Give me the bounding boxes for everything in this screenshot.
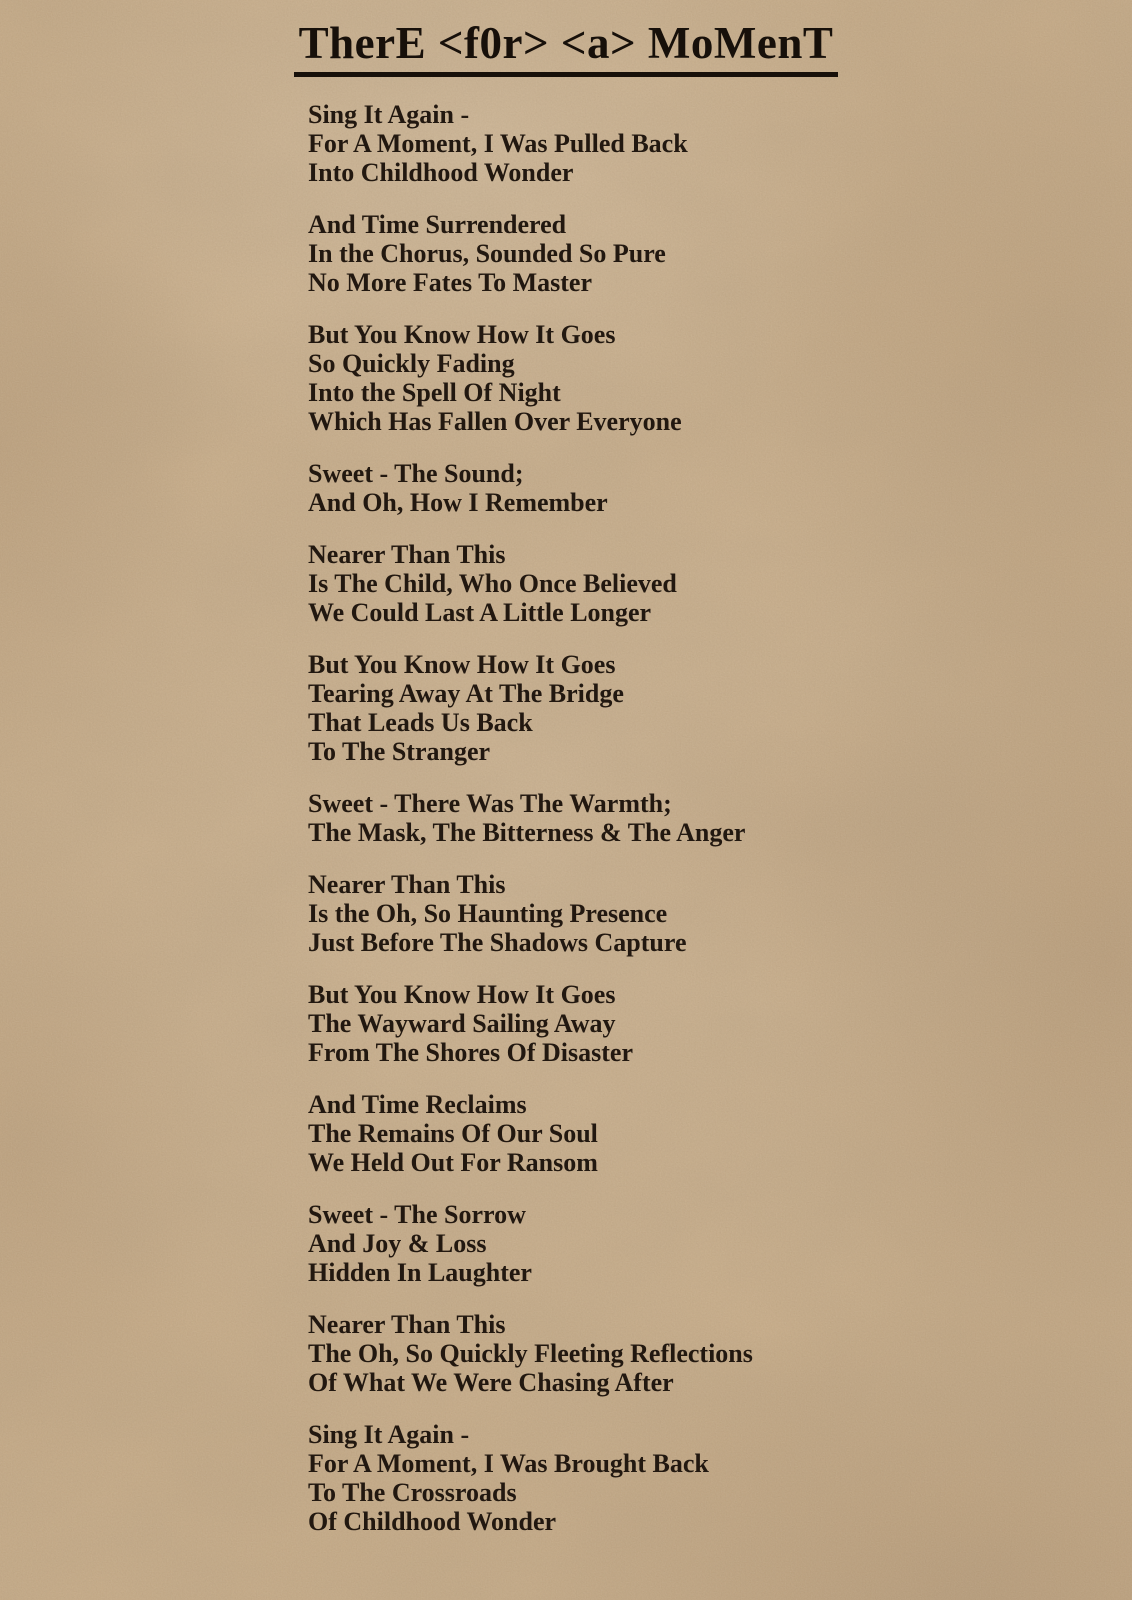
poem-line: And Time Surrendered [308,210,567,239]
stanza [308,1200,1068,1287]
poem-line: We Could Last A Little Longer [308,598,652,627]
poem [308,100,1068,1559]
poem-line: Is the Oh, So Haunting Presence [308,899,668,928]
stanza [308,210,1068,297]
poem-line: Into Childhood Wonder [308,158,574,187]
poem-line: Of Childhood Wonder [308,1507,557,1536]
poem-line: The Remains Of Our Soul [308,1119,598,1148]
poem-line: Sweet - There Was The Warmth; [308,789,672,818]
poem-line: To The Crossroads [308,1478,517,1507]
stanza [308,540,1068,627]
poem-line: The Mask, The Bitterness & The Anger [308,818,746,847]
poem-line: The Wayward Sailing Away [308,1009,616,1038]
poem-line: Hidden In Laughter [308,1258,532,1287]
poem-line: We Held Out For Ransom [308,1148,598,1177]
poem-line: Just Before The Shadows Capture [308,928,687,957]
stanza [308,459,1068,517]
poem-line: But You Know How It Goes [308,980,616,1009]
poem-line: Nearer Than This [308,870,506,899]
poem-line: Into the Spell Of Night [308,378,561,407]
poem-line: Sweet - The Sorrow [308,1200,526,1229]
poem-line: For A Moment, I Was Pulled Back [308,129,688,158]
poem-line: So Quickly Fading [308,349,515,378]
stanza [308,789,1068,847]
poem-line: No More Fates To Master [308,268,593,297]
poem-line: But You Know How It Goes [308,320,616,349]
poem-line: From The Shores Of Disaster [308,1038,633,1067]
poem-line: Is The Child, Who Once Believed [308,569,677,598]
poem-line: Sweet - The Sound; [308,459,524,488]
stanza [308,100,1068,187]
poem-line: And Oh, How I Remember [308,488,608,517]
poem-line: Nearer Than This [308,1310,506,1339]
stanza [308,980,1068,1067]
poem-title [0,18,1132,77]
poem-line: The Oh, So Quickly Fleeting Reflections [308,1339,753,1368]
poem-line: Tearing Away At The Bridge [308,679,624,708]
poem-line: Sing It Again - [308,100,470,129]
stanza [308,650,1068,766]
poem-line: Sing It Again - [308,1420,470,1449]
stanza [308,1310,1068,1397]
poem-line: And Time Reclaims [308,1090,527,1119]
stanza [308,1420,1068,1536]
poem-title-text: TherE <f0r> <a> MoMenT [294,18,839,77]
poem-line: And Joy & Loss [308,1229,487,1258]
poem-line: But You Know How It Goes [308,650,616,679]
stanza [308,320,1068,436]
poem-line: Nearer Than This [308,540,506,569]
poem-line: Which Has Fallen Over Everyone [308,407,682,436]
stanza [308,870,1068,957]
poem-line: To The Stranger [308,737,491,766]
poem-line: For A Moment, I Was Brought Back [308,1449,709,1478]
poem-line: That Leads Us Back [308,708,533,737]
poem-line: Of What We Were Chasing After [308,1368,674,1397]
stanza [308,1090,1068,1177]
poem-line: In the Chorus, Sounded So Pure [308,239,666,268]
